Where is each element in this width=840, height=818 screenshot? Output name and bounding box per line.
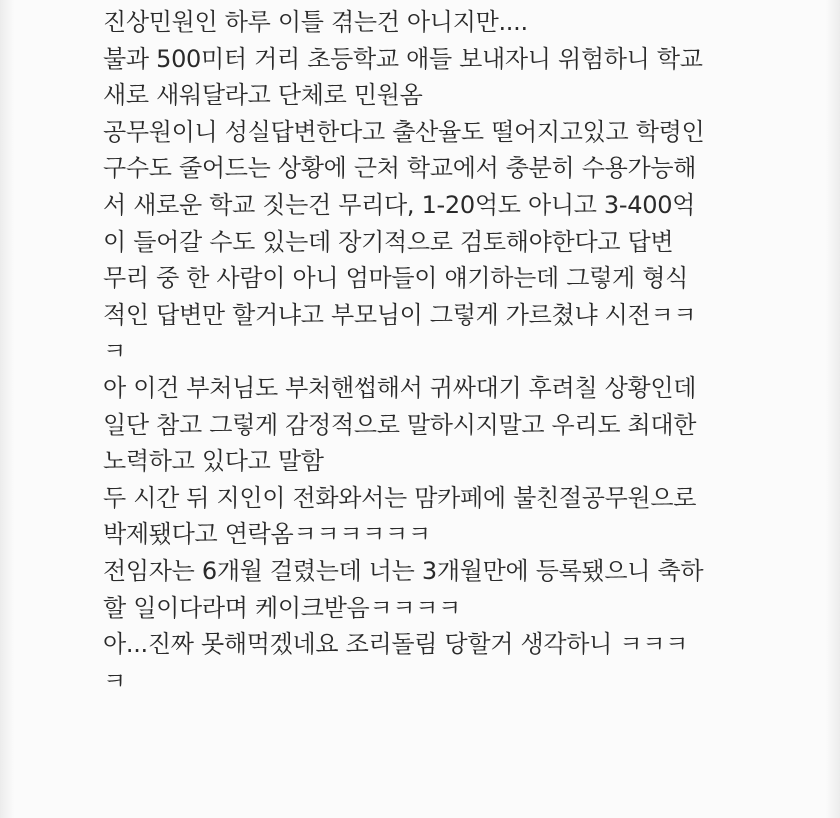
- post-line: 전임자는 6개월 걸렸는데 너는 3개월만에 등록됐으니 축하: [103, 556, 704, 585]
- post-line: 불과 500미터 거리 초등학교 애들 보내자니 위험하니 학교: [103, 44, 703, 73]
- post-line: 서 새로운 학교 짓는건 무리다, 1-20억도 아니고 3-400억: [103, 190, 696, 219]
- post-line: 할 일이다라며 케이크받음ㅋㅋㅋㅋ: [103, 593, 461, 622]
- post-line: 박제됐다고 연락옴ㅋㅋㅋㅋㅋㅋ: [103, 520, 431, 549]
- post-line: 아...진짜 못해먹겠네요 조리돌림 당할거 생각하니 ㅋㅋㅋ: [103, 630, 688, 659]
- left-edge-shadow: [0, 0, 14, 818]
- post-line: ㅋ: [103, 666, 126, 695]
- post-line: 공무원이니 성실답변한다고 출산율도 떨어지고있고 학령인: [103, 117, 705, 146]
- post-body: [103, 0, 803, 695]
- post-line: 노력하고 있다고 말함: [103, 447, 324, 476]
- post-line: 이 들어갈 수도 있는데 장기적으로 검토해야한다고 답변: [103, 227, 674, 256]
- post-line: 새로 새워달라고 단체로 민원옴: [103, 81, 423, 110]
- post-line: 아 이건 부처님도 부처핸썹해서 귀싸대기 후려칠 상황인데: [103, 373, 697, 402]
- post-line: 구수도 줄어드는 상황에 근처 학교에서 충분히 수용가능해: [103, 154, 697, 183]
- post-line: ㅋ: [103, 337, 126, 366]
- post-line: 적인 답변만 할거냐고 부모님이 그렇게 가르쳤냐 시전ㅋㅋ: [103, 300, 697, 329]
- post-line: 두 시간 뒤 지인이 전화와서는 맘카페에 불친절공무원으로: [103, 483, 697, 512]
- post-line: 일단 참고 그렇게 감정적으로 말하시지말고 우리도 최대한: [103, 410, 697, 439]
- post-line: 진상민원인 하루 이틀 겪는건 아니지만....: [103, 8, 528, 36]
- right-edge-shadow: [826, 0, 840, 818]
- post-line: 무리 중 한 사람이 아니 엄마들이 얘기하는데 그렇게 형식: [103, 264, 688, 293]
